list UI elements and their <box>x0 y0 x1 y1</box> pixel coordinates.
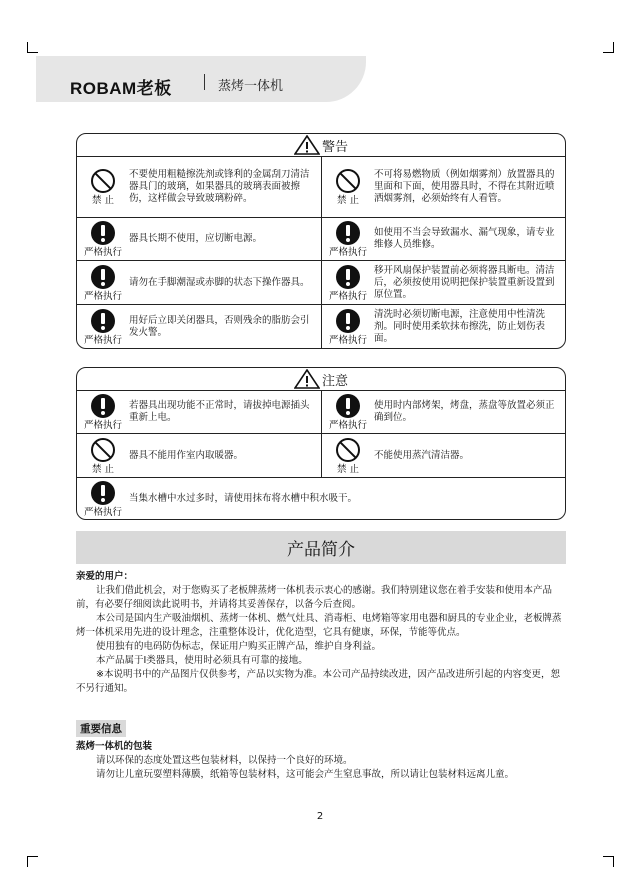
crop-mark-bottom-right <box>603 856 614 867</box>
warning-icon-wrap <box>322 220 374 258</box>
important-tag: 重要信息 <box>76 720 126 737</box>
warning-icon-wrap <box>322 168 374 206</box>
intro-paragraph: 本公司是国内生产吸油烟机、蒸烤一体机、燃气灶具、消毒柜、电烤箱等家用电器和厨具的专业企业，老板牌蒸烤一体机采用先进的设计理念，注重整体设计，优化造型，它具有健康，环保，节能等优点。 <box>76 613 562 638</box>
caution-triangle-icon <box>294 369 320 389</box>
caution-icon-label: 禁 止 <box>91 463 115 475</box>
warning-cell <box>321 217 565 260</box>
caution-cell <box>77 477 565 519</box>
caution-cell <box>77 433 321 477</box>
warning-cell <box>321 157 565 217</box>
mandatory-icon <box>335 220 361 246</box>
warning-icon-wrap <box>77 220 129 258</box>
mandatory-icon <box>90 308 116 334</box>
caution-icon-label: 严格执行 <box>328 420 367 431</box>
crop-mark-top-right <box>603 42 614 53</box>
warning-cell <box>77 157 321 217</box>
warning-text: 请勿在手脚潮湿或赤脚的状态下操作器具。 <box>129 276 310 288</box>
mandatory-icon <box>335 308 361 334</box>
intro-greeting: 亲爱的用户： <box>76 571 134 582</box>
caution-text: 不能使用蒸汽清洁器。 <box>374 449 470 461</box>
caution-icon-label: 严格执行 <box>83 506 122 518</box>
warning-title: 警告 <box>321 139 348 155</box>
intro-banner <box>76 531 566 564</box>
warning-text: 清洗时必须切断电源，注意使用中性清洗剂。同时使用柔软抹布擦洗，防止划伤表面。 <box>374 308 546 344</box>
warning-text: 移开风扇保护装置前必须将器具断电。清洁后，必须按使用说明把保护装置重新设置到原位置。 <box>374 264 555 300</box>
intro-text <box>76 570 566 696</box>
warning-icon-wrap <box>77 168 129 206</box>
intro-paragraph: 本产品属于I类器具，使用时必须具有可靠的接地。 <box>96 655 308 666</box>
caution-box <box>76 367 566 520</box>
warning-icon-wrap <box>77 308 129 346</box>
packaging-line: 请以环保的态度处置这些包装材料，以保持一个良好的环境。 <box>96 755 353 766</box>
warning-icon-label: 严格执行 <box>328 247 367 258</box>
caution-grid <box>77 391 565 519</box>
prohibit-icon <box>90 437 116 463</box>
intro-title: 产品简介 <box>287 540 355 560</box>
crop-mark-top-left <box>27 42 38 53</box>
warning-icon-label: 严格执行 <box>83 334 122 346</box>
brand-logo: ROBAM老板 <box>70 79 172 98</box>
prohibit-icon <box>335 168 361 194</box>
caution-text: 器具不能用作室内取暖器。 <box>129 449 244 461</box>
warning-icon-label: 禁 止 <box>91 195 115 206</box>
product-subtitle: 蒸烤一体机 <box>218 79 284 94</box>
packaging-line: 请勿让儿童玩耍塑料薄膜，纸箱等包装材料，这可能会产生窒息事故，所以请让包装材料远离儿童。 <box>96 769 515 780</box>
page-number: 2 <box>316 811 324 822</box>
caution-text: 当集水槽中水过多时，请使用抹布将水槽中积水吸干。 <box>129 492 358 504</box>
mandatory-icon <box>335 264 361 290</box>
warning-cell <box>321 260 565 304</box>
mandatory-icon <box>90 480 116 506</box>
warning-icon-label: 禁 止 <box>336 195 360 206</box>
caution-title: 注意 <box>321 373 348 389</box>
intro-paragraph: 使用独有的电码防伪标志，保证用户购买正牌产品，维护自身利益。 <box>96 641 382 652</box>
caution-icon-wrap <box>77 480 129 518</box>
prohibit-icon <box>90 168 116 194</box>
caution-icon-wrap <box>322 437 374 475</box>
crop-mark-bottom-left <box>27 856 38 867</box>
warning-cell <box>77 260 321 304</box>
warning-icon-label: 严格执行 <box>83 247 122 258</box>
intro-paragraph: ※本说明书中的产品图片仅供参考，产品以实物为准。本公司产品持续改进，因产品改进所引起的内容变更，恕不另行通知。 <box>76 669 560 694</box>
caution-icon-wrap <box>77 393 129 431</box>
warning-text: 不可将易燃物质（例如烟雾剂）放置器具的里面和下面，使用器具时，不得在其附近喷洒烟雾剂，必须始终有人看管。 <box>374 169 555 204</box>
caution-icon-wrap <box>322 393 374 431</box>
caution-cell <box>321 391 565 433</box>
caution-icon-label: 禁 止 <box>336 463 360 475</box>
warning-text: 如使用不当会导致漏水、漏气现象，请专业维修人员维修。 <box>374 227 555 250</box>
warning-icon-wrap <box>322 308 374 346</box>
warning-text: 器具长期不使用，应切断电源。 <box>129 233 263 244</box>
warning-text: 不要使用粗糙擦洗剂或锋利的金属刮刀清洁器具门的玻璃，如果器具的玻璃表面被擦伤，这样做会导致玻璃粉碎。 <box>129 169 310 204</box>
mandatory-icon <box>90 393 116 419</box>
warning-icon-wrap <box>322 264 374 302</box>
warning-box <box>76 133 566 349</box>
warning-cell <box>77 217 321 260</box>
header-divider <box>204 74 205 90</box>
intro-paragraph: 让我们借此机会，对于您购买了老板牌蒸烤一体机表示衷心的感谢。我们特别建议您在着手安装和使用本产品前，有必要仔细阅读此说明书，并请将其妥善保存，以备今后查阅。 <box>76 585 553 610</box>
caution-text: 使用时内部烤架，烤盘，蒸盘等放置必须正确到位。 <box>374 400 555 423</box>
warning-cell <box>77 304 321 348</box>
warning-header <box>77 134 565 157</box>
caution-icon-wrap <box>77 437 129 475</box>
caution-text: 若器具出现功能不正常时，请拔掉电源插头重新上电。 <box>129 400 310 423</box>
mandatory-icon <box>90 264 116 290</box>
caution-icon-label: 严格执行 <box>83 420 122 431</box>
warning-grid <box>77 157 565 348</box>
warning-icon-wrap <box>77 264 129 302</box>
caution-cell <box>77 391 321 433</box>
warning-text: 用好后立即关闭器具，否则残余的脂肪会引发火警。 <box>129 314 310 338</box>
warning-icon-label: 严格执行 <box>83 290 122 302</box>
caution-cell <box>321 433 565 477</box>
packaging-subtitle: 蒸烤一体机的包装 <box>76 741 153 752</box>
mandatory-icon <box>335 393 361 419</box>
warning-cell <box>321 304 565 348</box>
warning-triangle-icon <box>294 135 320 155</box>
mandatory-icon <box>90 220 116 246</box>
prohibit-icon <box>335 437 361 463</box>
warning-icon-label: 严格执行 <box>328 290 367 302</box>
warning-icon-label: 严格执行 <box>328 334 367 346</box>
caution-header <box>77 368 565 391</box>
packaging-text <box>76 740 566 782</box>
